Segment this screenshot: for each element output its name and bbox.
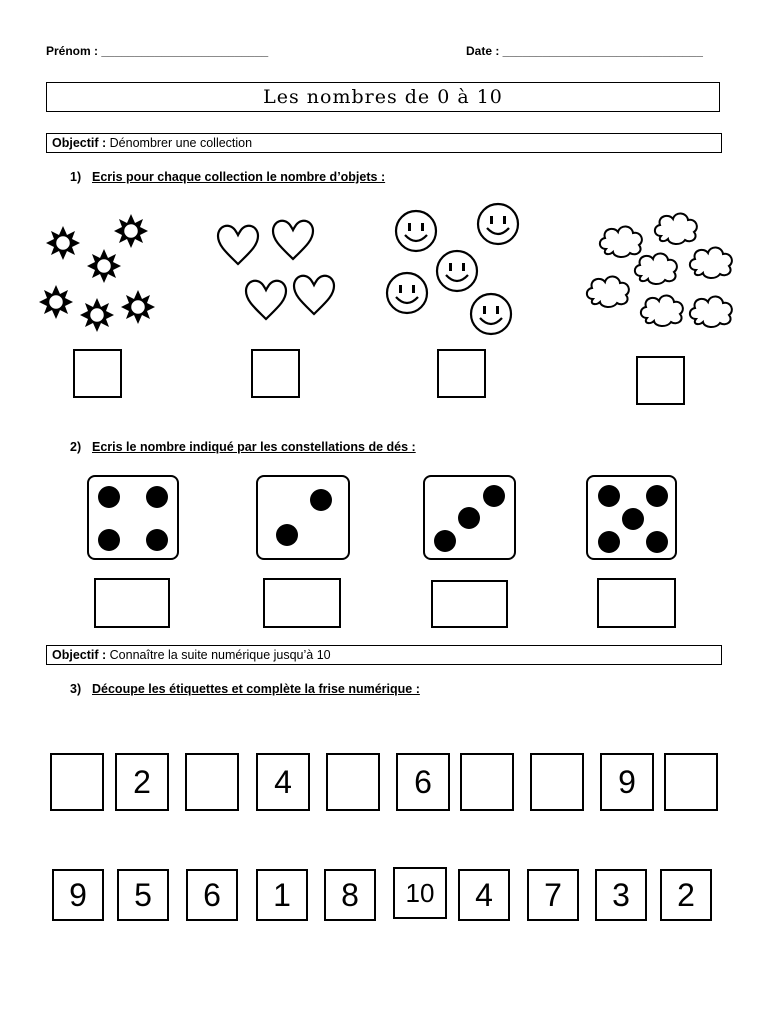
exercise-3-instruction [70,682,420,696]
die-pip [310,489,332,511]
heart-icon [273,221,313,259]
number-line-cell[interactable] [185,753,239,811]
number-line-cell[interactable]: 4 [256,753,310,811]
number-line-cell[interactable]: 6 [396,753,450,811]
exercise-1-instruction [70,170,385,184]
die-pip [458,507,480,529]
cloud-icon [587,276,629,307]
cutout-label[interactable]: 4 [458,869,510,921]
cloud-collection [587,213,732,327]
cutout-label[interactable]: 6 [186,869,238,921]
sun-icon [39,285,73,319]
die-pip [598,485,620,507]
exercise-2-instruction [70,440,416,454]
die-pip [276,524,298,546]
smiley-icon [396,211,436,251]
answer-box-die-1[interactable] [94,578,170,628]
objective-text: Connaître la suite numérique jusqu’à 10 [106,648,331,662]
sun-icon [46,226,80,260]
exercise-number: 1) [70,170,82,184]
smiley-collection [387,204,518,334]
cutout-label[interactable]: 10 [393,867,447,919]
die-pip [483,485,505,507]
sun-icon [87,249,121,283]
cutout-label[interactable]: 8 [324,869,376,921]
cloud-icon [690,296,732,327]
heart-icon [294,276,334,314]
cutout-label[interactable]: 1 [256,869,308,921]
number-line-cell[interactable] [326,753,380,811]
cloud-icon [690,247,732,278]
cloud-icon [655,213,697,244]
die-pip [646,531,668,553]
smiley-icon [387,273,427,313]
heart-icon [246,281,286,319]
number-line-cell[interactable] [460,753,514,811]
worksheet-title-box [46,82,720,112]
answer-box-die-2[interactable] [263,578,341,628]
number-line-cell[interactable]: 9 [600,753,654,811]
answer-box-smileys[interactable] [437,349,486,398]
instruction-text: Ecris pour chaque collection le nombre d’objets : [92,170,386,184]
heart-collection [218,221,334,319]
die-three [423,475,516,560]
cutout-label[interactable]: 5 [117,869,169,921]
cloud-icon [635,253,677,284]
cutout-label[interactable]: 7 [527,869,579,921]
cutout-label[interactable]: 2 [660,869,712,921]
answer-box-clouds[interactable] [636,356,685,405]
die-pip [98,529,120,551]
exercise-number: 3) [70,682,82,696]
smiley-icon [437,251,477,291]
die-pip [146,529,168,551]
collections-illustration [0,195,768,345]
die-five [586,475,677,560]
number-line-cell[interactable] [50,753,104,811]
cloud-icon [600,226,642,257]
instruction-text: Ecris le nombre indiqué par les constellations de dés : [92,440,416,454]
page-title: Les nombres de 0 à 10 [263,86,503,108]
cutout-label[interactable]: 9 [52,869,104,921]
number-line-cell[interactable] [664,753,718,811]
objective-box-2 [46,645,722,665]
date-field[interactable]: Date : ______________________________ [466,44,703,58]
first-name-field[interactable]: Prénom : _________________________ [46,44,269,58]
objective-label: Objectif : [52,648,107,662]
objective-label: Objectif : [52,136,107,150]
sun-collection [28,214,155,332]
cloud-icon [641,295,683,326]
answer-box-suns[interactable] [73,349,122,398]
die-pip [646,485,668,507]
die-pip [98,486,120,508]
smiley-icon [471,294,511,334]
sun-icon [121,290,155,324]
sun-icon [114,214,148,248]
number-line-cell[interactable] [530,753,584,811]
answer-box-die-3[interactable] [431,580,508,628]
smiley-icon [478,204,518,244]
die-pip [622,508,644,530]
heart-icon [218,226,258,264]
die-pip [598,531,620,553]
sun-icon [80,298,114,332]
die-two [256,475,350,560]
die-pip [434,530,456,552]
answer-box-hearts[interactable] [251,349,300,398]
die-pip [146,486,168,508]
objective-text: Dénombrer une collection [106,136,253,150]
answer-box-die-4[interactable] [597,578,676,628]
instruction-text: Découpe les étiquettes et complète la frise numérique : [92,682,420,696]
exercise-number: 2) [70,440,82,454]
cutout-label[interactable]: 3 [595,869,647,921]
die-four [87,475,179,560]
objective-box-1 [46,133,722,153]
number-line-cell[interactable]: 2 [115,753,169,811]
